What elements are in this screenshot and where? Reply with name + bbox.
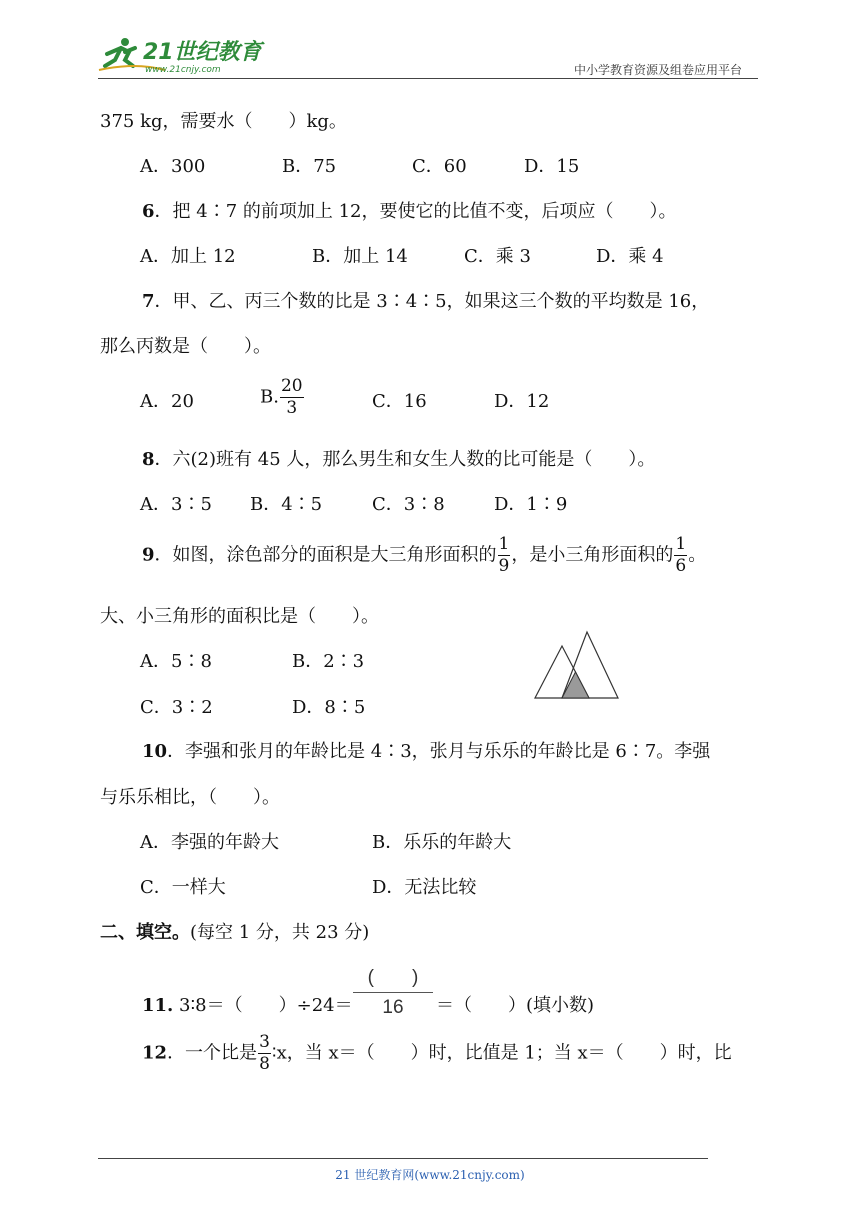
q11-question-left xyxy=(142,997,353,1015)
footer-divider xyxy=(98,1158,708,1159)
q10-text: ．李强和张月的年龄比是 4∶3，张月与乐乐的年龄比是 6∶7。李强 xyxy=(167,741,711,762)
fraction-numerator: ( ) xyxy=(353,962,433,993)
q12-number: 12 xyxy=(142,1042,168,1064)
q12-fraction xyxy=(258,1034,271,1073)
fraction-denominator: 6 xyxy=(675,556,687,576)
q9-option-b[interactable]: B．2∶3 xyxy=(292,651,365,672)
fraction-denominator: 9 xyxy=(498,556,510,576)
q8-text: ．六(2)班有 45 人，那么男生和女生人数的比可能是（ ）。 xyxy=(154,449,656,470)
triangles-figure xyxy=(530,628,622,702)
q7-option-b-fraction xyxy=(280,378,304,417)
fraction-denominator: 8 xyxy=(259,1054,270,1074)
q6-option-b[interactable]: B．加上 14 xyxy=(312,246,408,267)
q5-option-b[interactable]: B．75 xyxy=(282,156,337,177)
q7-question xyxy=(142,293,709,311)
logo-url: www.21cnjy.com xyxy=(145,65,221,75)
q8-option-c[interactable]: C．3∶8 xyxy=(372,494,445,515)
q10-number: 10 xyxy=(142,741,168,762)
q9-number: 9 xyxy=(142,544,155,566)
q6-option-a[interactable]: A．加上 12 xyxy=(140,246,236,267)
fraction-numerator: 1 xyxy=(675,534,687,554)
q8-number: 8 xyxy=(142,449,155,470)
q5-option-c[interactable]: C．60 xyxy=(412,156,467,177)
q5-option-d[interactable]: D．15 xyxy=(524,156,580,177)
q6-option-d[interactable]: D．乘 4 xyxy=(596,246,664,267)
q10-option-b[interactable]: B．乐乐的年龄大 xyxy=(372,832,512,853)
q5-option-a[interactable]: A．300 xyxy=(140,156,206,177)
site-logo xyxy=(95,36,260,76)
q9-fraction-2 xyxy=(674,536,687,575)
header-platform-text: 中小学教育资源及组卷应用平台 xyxy=(574,63,743,77)
q7-option-b-label: B. xyxy=(260,386,279,408)
q11-part1: 3∶8＝（ ）÷24＝ xyxy=(173,995,353,1016)
q5-line: 375 kg，需要水（ ）kg。 xyxy=(100,111,347,132)
q11-part2: ＝（ ）(填小数) xyxy=(436,995,595,1016)
q9-text-a: ．如图，涂色部分的面积是大三角形面积的 xyxy=(154,544,497,566)
fraction-numerator: 1 xyxy=(498,534,510,554)
q10-option-d[interactable]: D．无法比较 xyxy=(372,877,477,898)
q9-option-a[interactable]: A．5∶8 xyxy=(140,651,212,672)
fraction-numerator: 20 xyxy=(280,376,303,396)
q11-fraction xyxy=(353,962,433,1019)
fraction-denominator: 3 xyxy=(286,398,298,418)
section-2-heading xyxy=(100,924,369,942)
fraction-numerator: 3 xyxy=(259,1032,270,1052)
section-note: (每空 1 分，共 23 分) xyxy=(190,922,370,943)
q10-text-line2: 与乐乐相比，（ ）。 xyxy=(100,787,280,808)
fraction-denominator: 16 xyxy=(382,997,404,1018)
footer-link[interactable]: 21 世纪教育网(www.21cnjy.com) xyxy=(335,1168,525,1182)
q6-question xyxy=(142,203,677,221)
q10-option-a[interactable]: A．李强的年龄大 xyxy=(140,832,279,853)
q9-option-c[interactable]: C．3∶2 xyxy=(140,697,213,718)
q8-option-b[interactable]: B．4∶5 xyxy=(250,494,323,515)
q7-number: 7 xyxy=(142,291,155,312)
q11-number: 11. xyxy=(142,995,174,1016)
q10-option-c[interactable]: C．一样大 xyxy=(140,877,226,898)
q12-text-a: ．一个比是 xyxy=(167,1042,258,1064)
q8-question xyxy=(142,451,655,469)
q8-option-a[interactable]: A．3∶5 xyxy=(140,494,212,515)
q9-text-c: 。 xyxy=(688,544,707,566)
q9-text-line2: 大、小三角形的面积比是（ ）。 xyxy=(100,606,379,627)
q9-text-b: ，是小三角形面积的 xyxy=(511,544,674,566)
q9-fraction-1 xyxy=(498,536,511,575)
logo-text: 21世纪教育 xyxy=(143,40,262,65)
q6-number: 6 xyxy=(142,201,155,222)
q12-question xyxy=(142,1034,732,1073)
q7-option-d[interactable]: D．12 xyxy=(494,391,550,412)
q7-option-c[interactable]: C．16 xyxy=(372,391,427,412)
q12-text-b: ∶x，当 x＝（ ）时，比值是 1；当 x＝（ ）时，比 xyxy=(271,1042,732,1064)
section-title: 二、填空。 xyxy=(100,922,190,943)
q6-option-c[interactable]: C．乘 3 xyxy=(464,246,531,267)
q9-question xyxy=(142,536,706,575)
q8-option-d[interactable]: D．1∶9 xyxy=(494,494,568,515)
q9-option-d[interactable]: D．8∶5 xyxy=(292,697,366,718)
header-divider xyxy=(98,78,758,79)
q7-text-line2: 那么丙数是（ ）。 xyxy=(100,336,271,357)
q10-question xyxy=(142,743,710,761)
q7-option-b[interactable] xyxy=(260,378,305,417)
q7-option-a[interactable]: A．20 xyxy=(140,391,194,412)
q7-text: ．甲、乙、丙三个数的比是 3∶4∶5，如果这三个数的平均数是 16， xyxy=(154,291,710,312)
q6-text: ．把 4∶7 的前项加上 12，要使它的比值不变，后项应（ ）。 xyxy=(154,201,677,222)
